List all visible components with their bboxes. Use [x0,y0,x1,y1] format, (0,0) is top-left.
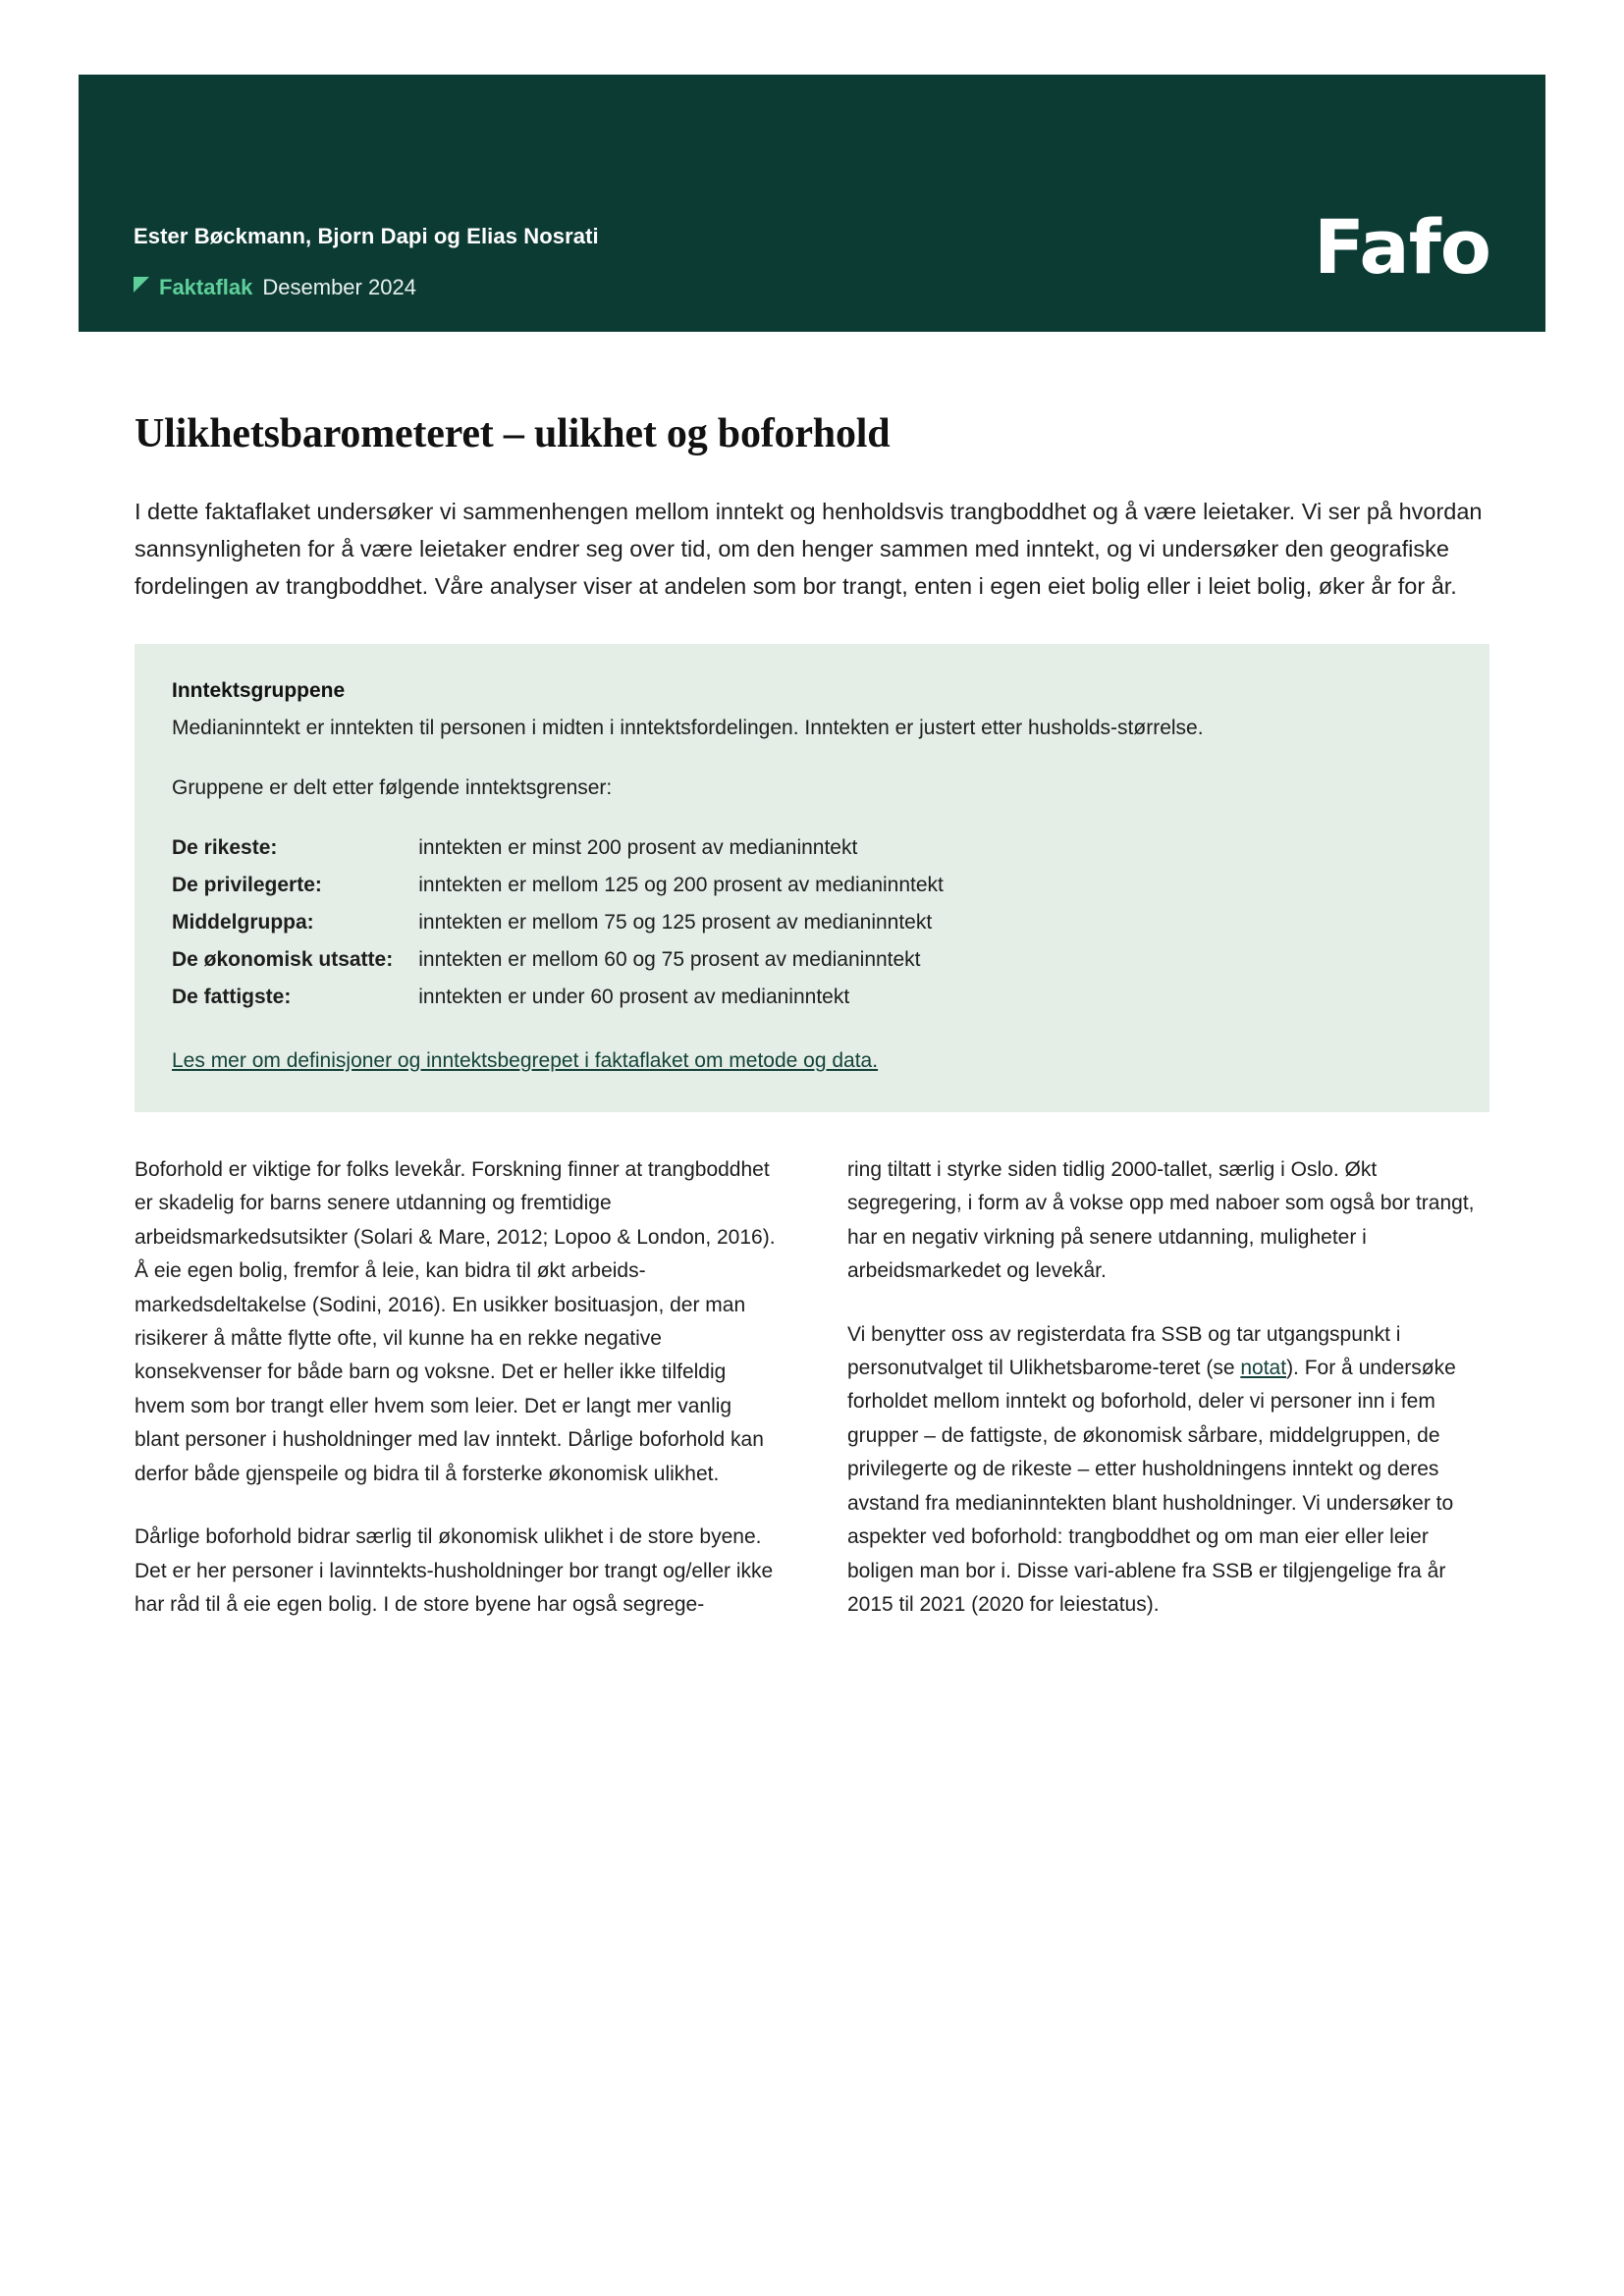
group-value: inntekten er under 60 prosent av medianinntekt [418,985,850,1008]
group-value: inntekten er minst 200 prosent av medianinntekt [418,836,858,860]
factbox-intro: Medianinntekt er inntekten til personen i midten i inntektsfordelingen. Inntekten er justert etter husholds-størrelse. [172,717,1204,740]
table-row [172,979,944,1016]
body-paragraph: Boforhold er viktige for folks levekår. Forskning finner at trangboddhet er skadelig for barns senere utdanning og fremtidige arbeidsmarkedsutsikter (Solari & Mare, 2012; Lopoo & London, 2016). Å eie egen bolig, fremfor å leie, kan bidra til økt arbeids-markedsdeltakelse (Sodini, 2016). En usikker bosituasjon, der man risikerer å måtte flytte ofte, vil kunne ha en rekke negative konsekvenser for både barn og voksne. Det er heller ikke tilfeldig hvem som bor trangt eller hvem som leier. Det er langt mer vanlig blant personer i husholdninger med lav inntekt. Dårlige boforhold kan derfor både gjenspeile og bidra til å forsterke økonomisk ulikhet. [135,1157,776,1485]
lead-paragraph: I dette faktaflaket undersøker vi sammenhengen mellom inntekt og henholdsvis trangboddhet og å være leietaker. Vi ser på hvordan sannsynligheten for å være leietaker endrer seg over tid, om den henger sammen med inntekt, og vi undersøker den geografiske fordelingen av trangboddhet. Våre analyser viser at andelen som bor trangt, enten i egen eiet bolig eller i leiet bolig, øker år for år. [135,499,1483,600]
fafo-logo: Fafo [1313,203,1490,291]
header-meta [134,224,599,300]
page-title: Ulikhetsbarometeret – ulikhet og boforhold [135,411,891,456]
body-paragraph-with-link [847,1318,1489,1623]
paragraph-text-part2: ). For å undersøke forholdet mellom inntekt og boforhold, deler vi personer inn i fem grupper – de fattigste, de økonomisk sårbare, middelgruppen, de privilegerte og de rikeste – etter husholdningens inntekt og deres avstand fra medianinntekten blant husholdninger. Vi undersøker to aspekter ved boforhold: trangboddhet og om man eier eller leier boligen man bor i. Disse vari-ablene fra SSB er tilgjengelige fra år 2015 til 2021 (2020 for leiestatus). [847,1357,1456,1617]
group-label: De økonomisk utsatte: [172,948,394,971]
table-row [172,829,944,867]
group-label: De fattigste: [172,985,292,1008]
triangle-arrow-icon [134,277,149,293]
group-value: inntekten er mellom 125 og 200 prosent av medianinntekt [418,874,944,897]
notat-link[interactable]: notat [1240,1357,1287,1379]
group-label: De privilegerte: [172,874,322,897]
author-line: Ester Bøckmann, Bjorn Dapi og Elias Nosrati [134,224,599,248]
group-label: Middelgruppa: [172,911,314,934]
publication-date: Desember 2024 [262,275,416,299]
document-content [135,410,1489,1623]
publication-type-label: Faktaflak [159,275,253,299]
income-group-table [172,829,944,1016]
two-column-body [135,1153,1489,1623]
document-header-band [79,75,1545,332]
table-row [172,904,944,941]
factbox-heading: Inntektsgruppene [172,679,346,703]
column-right [847,1153,1489,1623]
table-row [172,941,944,979]
factbox [135,644,1489,1112]
column-left [135,1153,777,1623]
group-value: inntekten er mellom 75 og 125 prosent av medianinntekt [418,911,933,934]
body-paragraph: Dårlige boforhold bidrar særlig til økonomisk ulikhet i de store byene. Det er her personer i lavinntekts-husholdninger bor trangt og/eller ikke har råd til å eie egen bolig. I de store byene har også segrege- [135,1525,774,1617]
factbox-spacer [172,745,1452,773]
table-row [172,867,944,904]
paragraph-text-part1: Vi benytter oss av registerdata fra SSB og tar utgangspunkt i personutvalget til Ulikhetsbarome-teret (se [847,1322,1401,1379]
lead-paragraph-block [135,493,1489,605]
body-paragraph: ring tiltatt i styrke siden tidlig 2000-tallet, særlig i Oslo. Økt segregering, i form av å vokse opp med naboer som også bor trangt, har en negativ virkning på senere utdanning, muligheter i arbeidsmarkedet og levekår. [847,1157,1475,1283]
group-value: inntekten er mellom 60 og 75 prosent av medianinntekt [418,948,921,971]
factbox-subintro: Gruppene er delt etter følgende inntektsgrenser: [172,775,613,799]
publication-kicker [134,275,599,300]
group-label: De rikeste: [172,836,278,860]
factbox-method-link[interactable]: Les mer om definisjoner og inntektsbegrepet i faktaflaket om metode og data. [172,1048,879,1072]
